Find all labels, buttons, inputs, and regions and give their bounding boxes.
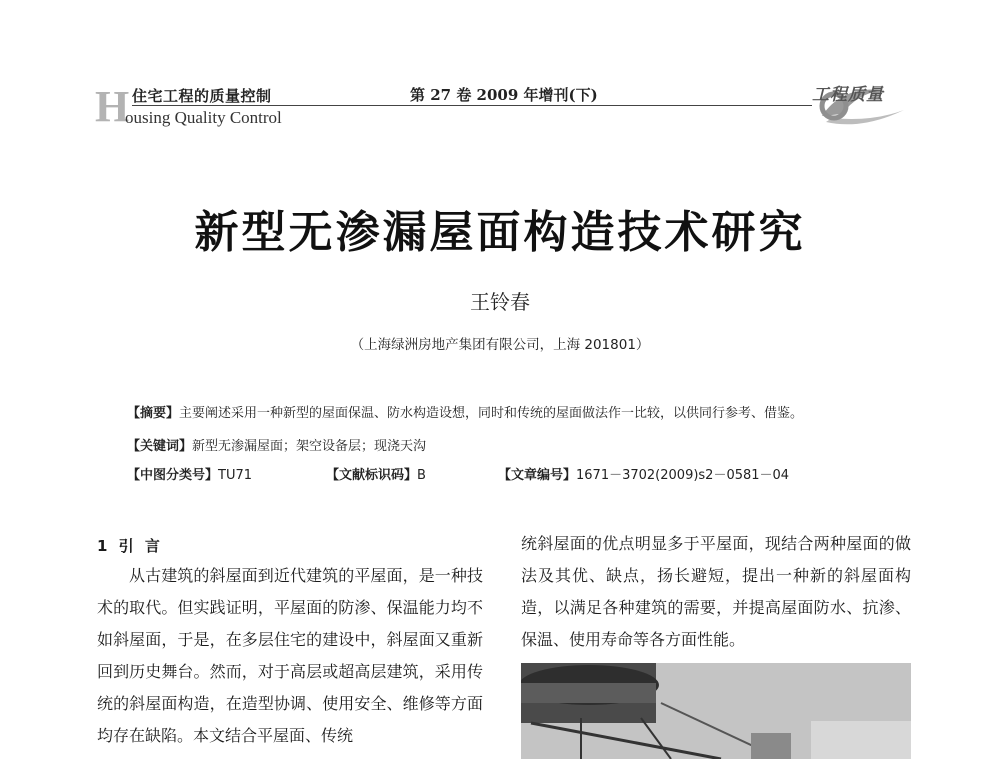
body-column-right	[521, 528, 911, 656]
document-code	[326, 464, 426, 483]
doccode-label: 【文献标识码】	[326, 468, 418, 483]
clc-number	[127, 464, 252, 483]
paragraph: 统斜屋面的优点明显多于平屋面，现结合两种屋面的做法及其优、缺点，扬长避短，提出一种新的斜屋面构造，以满足各种建筑的需要，并提高屋面防水、抗渗、保温、使用寿命等各方面性能。	[521, 534, 911, 649]
clc-label: 【中图分类号】	[127, 468, 219, 483]
abstract-text: 主要阐述采用一种新型的屋面保温、防水构造设想，同时和传统的屋面做法作一比较，以供同行参考、借鉴。	[179, 406, 804, 421]
author-affiliation: （上海绿洲房地产集团有限公司，上海 201801）	[350, 337, 650, 353]
brand-text: 工程质量	[812, 85, 884, 105]
clc-text: TU71	[218, 468, 253, 483]
paragraph: 从古建筑的斜屋面到近代建筑的平屋面，是一种技术的取代。但实践证明，平屋面的防渗、保温能力均不如斜屋面，于是，在多层住宅的建设中，斜屋面又重新回到历史舞台。然而，对于高层或超高层建筑，采用传统的斜屋面构造，在造型协调、使用安全、维修等方面均存在缺陷。本文结合平屋面、传统	[97, 566, 483, 745]
section-heading: 1 引 言	[97, 537, 163, 555]
doccode-text: B	[417, 468, 426, 483]
journal-logo-letter: H	[95, 82, 130, 131]
journal-name-cn: 住宅工程的质量控制	[132, 87, 272, 105]
figure-photo	[521, 663, 911, 759]
articleno-text: 1671－3702(2009)s2－0581－04	[576, 468, 790, 483]
issue-info: 第 27 卷 2009 年增刊(下)	[410, 86, 598, 104]
brand-logo	[812, 76, 912, 130]
article-number	[498, 464, 789, 483]
header-rule	[132, 105, 812, 106]
article-author: 王铃春	[470, 290, 530, 314]
articleno-label: 【文章编号】	[498, 468, 577, 483]
abstract	[127, 402, 803, 421]
body-column-left	[97, 560, 483, 752]
photo-rooftop-water-heater-icon	[521, 663, 911, 759]
keywords-label: 【关键词】	[127, 439, 193, 454]
abstract-label: 【摘要】	[127, 406, 180, 421]
keywords-text: 新型无渗漏屋面；架空设备层；现浇天沟	[192, 439, 427, 454]
journal-name-en: ousing Quality Control	[125, 108, 282, 127]
keywords	[127, 435, 426, 454]
article-title: 新型无渗漏屋面构造技术研究	[194, 207, 806, 258]
